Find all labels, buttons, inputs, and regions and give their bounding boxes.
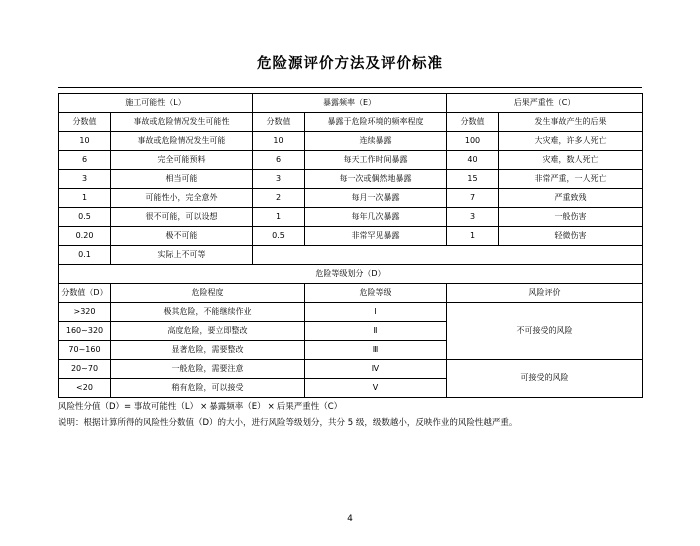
cell-desc-e: 每年几次暴露 bbox=[305, 208, 447, 227]
risk-degree: 高度危险，要立即整改 bbox=[111, 322, 305, 341]
cell-desc-e: 连续暴露 bbox=[305, 132, 447, 151]
cell-desc-l: 极不可能 bbox=[111, 227, 253, 246]
risk-col-header-degree: 危险程度 bbox=[111, 284, 305, 303]
cell-score-e: 1 bbox=[253, 208, 305, 227]
cell-desc-l: 很不可能，可以设想 bbox=[111, 208, 253, 227]
table-group-header-row bbox=[59, 94, 643, 113]
col-header-score-e: 分数值 bbox=[253, 113, 305, 132]
cell-desc-c: 大灾难，许多人死亡 bbox=[499, 132, 643, 151]
risk-level: Ⅰ bbox=[305, 303, 447, 322]
cell-score-e: 10 bbox=[253, 132, 305, 151]
risk-degree: 极其危险，不能继续作业 bbox=[111, 303, 305, 322]
risk-score: 20~70 bbox=[59, 360, 111, 379]
cell-score-c: 7 bbox=[447, 189, 499, 208]
risk-degree: 一般危险，需要注意 bbox=[111, 360, 305, 379]
risk-evaluation-acceptable: 可接受的风险 bbox=[447, 360, 643, 398]
table-row bbox=[59, 208, 643, 227]
cell-desc-e: 非常罕见暴露 bbox=[305, 227, 447, 246]
cell-desc-e: 每月一次暴露 bbox=[305, 189, 447, 208]
page-number: 4 bbox=[347, 514, 353, 524]
cell-score-c: 1 bbox=[447, 227, 499, 246]
cell-empty bbox=[253, 246, 643, 265]
table-row bbox=[59, 170, 643, 189]
risk-degree: 显著危险，需要整改 bbox=[111, 341, 305, 360]
cell-desc-c: 非常严重，一人死亡 bbox=[499, 170, 643, 189]
cell-desc-l: 事故或危险情况发生可能 bbox=[111, 132, 253, 151]
cell-score-e: 3 bbox=[253, 170, 305, 189]
risk-score: >320 bbox=[59, 303, 111, 322]
table-row bbox=[59, 227, 643, 246]
formula-footnote bbox=[58, 401, 642, 415]
cell-score-l: 10 bbox=[59, 132, 111, 151]
cell-score-l: 3 bbox=[59, 170, 111, 189]
document-page bbox=[0, 52, 700, 546]
risk-section-title-row bbox=[59, 265, 643, 284]
cell-desc-c: 一般伤害 bbox=[499, 208, 643, 227]
risk-row bbox=[59, 303, 643, 322]
cell-score-l: 1 bbox=[59, 189, 111, 208]
group-header-consequence: 后果严重性（C） bbox=[447, 94, 643, 113]
cell-score-e: 2 bbox=[253, 189, 305, 208]
col-header-score-c: 分数值 bbox=[447, 113, 499, 132]
risk-level: Ⅲ bbox=[305, 341, 447, 360]
table-row bbox=[59, 151, 643, 170]
cell-desc-e: 每天工作时间暴露 bbox=[305, 151, 447, 170]
cell-desc-e: 每一次或偶然地暴露 bbox=[305, 170, 447, 189]
risk-evaluation-unacceptable: 不可接受的风险 bbox=[447, 303, 643, 360]
risk-level: Ⅳ bbox=[305, 360, 447, 379]
risk-level: Ⅱ bbox=[305, 322, 447, 341]
col-header-desc-l: 事故或危险情况发生可能性 bbox=[111, 113, 253, 132]
cell-desc-l: 完全可能预料 bbox=[111, 151, 253, 170]
cell-desc-l: 可能性小，完全意外 bbox=[111, 189, 253, 208]
page-title: 危险源评价方法及评价标准 bbox=[257, 55, 443, 72]
cell-desc-l: 相当可能 bbox=[111, 170, 253, 189]
multiply-icon: × bbox=[267, 402, 275, 412]
explanatory-note: 说明：根据计算所得的风险性分数值（D）的大小，进行风险等级划分，共分 5 级，级数越小，反映作业的风险性越严重。 bbox=[58, 417, 518, 428]
risk-row bbox=[59, 360, 643, 379]
cell-score-c: 3 bbox=[447, 208, 499, 227]
risk-degree: 稍有危险，可以接受 bbox=[111, 379, 305, 398]
table-column-header-row bbox=[59, 113, 643, 132]
cell-score-c: 40 bbox=[447, 151, 499, 170]
cell-desc-l: 实际上不可等 bbox=[111, 246, 253, 265]
group-header-likelihood: 施工可能性（L） bbox=[59, 94, 253, 113]
cell-score-l: 6 bbox=[59, 151, 111, 170]
table-row bbox=[59, 132, 643, 151]
cell-score-l: 0.20 bbox=[59, 227, 111, 246]
risk-section-title: 危险等级划分（D） bbox=[59, 265, 643, 284]
risk-score: <20 bbox=[59, 379, 111, 398]
cell-score-c: 15 bbox=[447, 170, 499, 189]
risk-header-row bbox=[59, 284, 643, 303]
formula-mid1: 暴露频率（E） bbox=[209, 402, 266, 412]
table-row bbox=[59, 189, 643, 208]
cell-desc-c: 灾难，数人死亡 bbox=[499, 151, 643, 170]
group-header-exposure: 暴露频率（E） bbox=[253, 94, 447, 113]
risk-score: 70~160 bbox=[59, 341, 111, 360]
cell-score-c: 100 bbox=[447, 132, 499, 151]
cell-score-e: 6 bbox=[253, 151, 305, 170]
risk-col-header-evaluation: 风险评价 bbox=[447, 284, 643, 303]
formula-mid2: 后果严重性（C） bbox=[276, 402, 343, 412]
col-header-desc-c: 发生事故产生的后果 bbox=[499, 113, 643, 132]
multiply-icon: × bbox=[200, 402, 208, 412]
cell-score-e: 0.5 bbox=[253, 227, 305, 246]
formula-prefix: 风险性分值（D）= 事故可能性（L） bbox=[58, 402, 199, 412]
risk-score: 160~320 bbox=[59, 322, 111, 341]
risk-evaluation-table bbox=[58, 93, 643, 398]
header-rule bbox=[58, 87, 642, 88]
cell-score-l: 0.5 bbox=[59, 208, 111, 227]
cell-score-l: 0.1 bbox=[59, 246, 111, 265]
cell-desc-c: 轻微伤害 bbox=[499, 227, 643, 246]
cell-desc-c: 严重致残 bbox=[499, 189, 643, 208]
risk-col-header-level: 危险等级 bbox=[305, 284, 447, 303]
risk-level: Ⅴ bbox=[305, 379, 447, 398]
risk-col-header-score: 分数值（D） bbox=[59, 284, 111, 303]
col-header-score-l: 分数值 bbox=[59, 113, 111, 132]
col-header-desc-e: 暴露于危险环境的频率程度 bbox=[305, 113, 447, 132]
table-row bbox=[59, 246, 643, 265]
